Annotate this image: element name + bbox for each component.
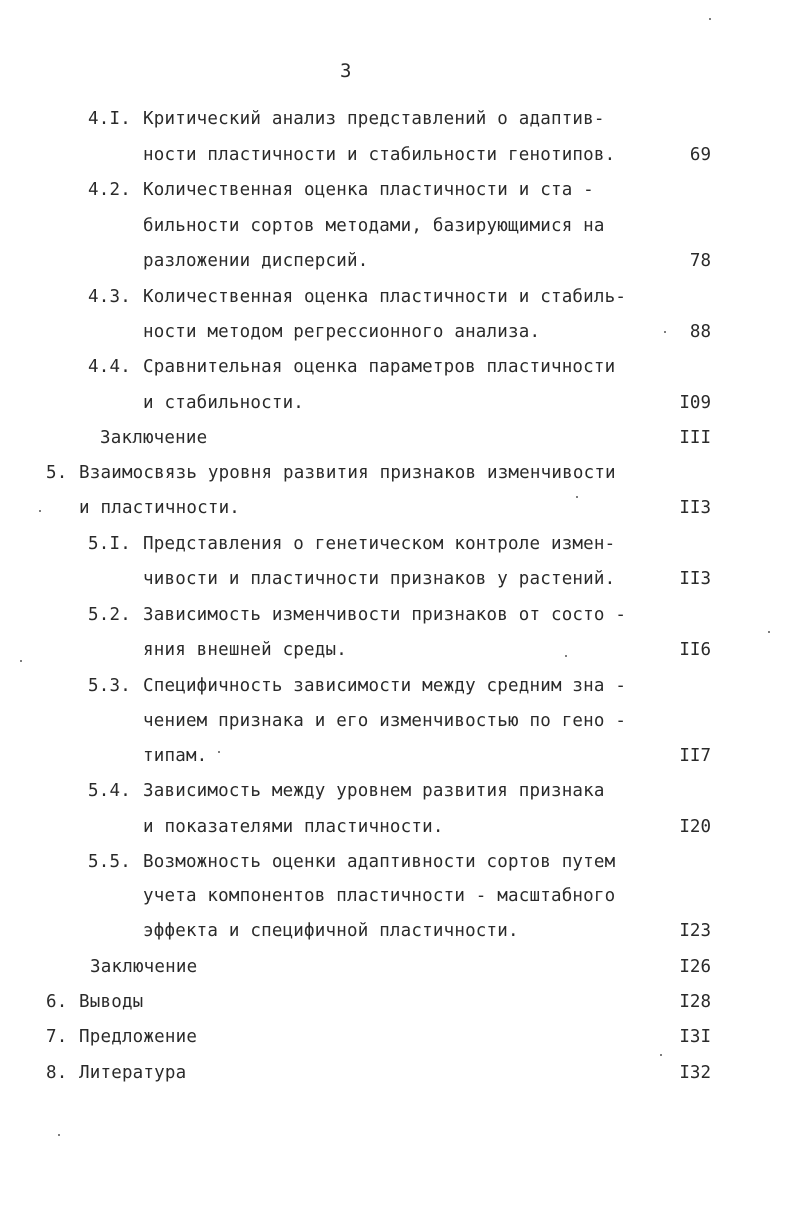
toc-entry-text: и стабильности. — [143, 393, 305, 413]
toc-entry-number: 5. — [46, 463, 68, 483]
toc-page-ref: I28 — [679, 992, 711, 1012]
toc-entry-text: Представления о генетическом контроле измен- — [143, 534, 616, 554]
scan-speck — [39, 510, 41, 512]
toc-page-ref: II3 — [679, 498, 711, 518]
toc-page-ref: 69 — [689, 145, 711, 165]
scan-speck — [664, 331, 666, 333]
toc-entry-number: 4.4. — [88, 357, 131, 377]
toc-entry-text: яния внешней среды. — [143, 640, 347, 660]
scan-speck — [576, 496, 578, 498]
toc-entry-text: Количественная оценка пластичности и ста - — [143, 180, 594, 200]
toc-entry-number: 5.I. — [88, 534, 131, 554]
scan-speck — [768, 631, 770, 633]
toc-page-ref: I26 — [679, 957, 711, 977]
toc-entry-text: Критический анализ представлений о адаптив- — [143, 109, 605, 129]
toc-entry-text: Предложение — [79, 1027, 198, 1047]
toc-entry-text: бильности сортов методами, базирующимися на — [143, 216, 605, 236]
toc-entry-text: Заключение — [100, 428, 208, 448]
toc-entry-text: типам. — [143, 746, 208, 766]
scan-speck — [709, 18, 711, 20]
toc-entry-text: ности методом регрессионного анализа. — [143, 322, 541, 342]
toc-entry-number: 5.2. — [88, 605, 131, 625]
toc-page-ref: I20 — [679, 817, 711, 837]
toc-entry-text: Количественная оценка пластичности и стабиль- — [143, 287, 627, 307]
toc-entry-number: 5.3. — [88, 676, 131, 696]
toc-entry-text: Литература — [79, 1063, 187, 1083]
scan-speck — [660, 1054, 662, 1056]
toc-entry-text: эффекта и специфичной пластичности. — [143, 921, 519, 941]
toc-entry-number: 5.4. — [88, 781, 131, 801]
toc-entry-text: Заключение — [90, 957, 198, 977]
toc-page-ref: III — [679, 428, 711, 448]
toc-entry-text: Взаимосвязь уровня развития признаков изменчивости — [79, 463, 616, 483]
toc-entry-number: 6. — [46, 992, 68, 1012]
toc-page-ref: I09 — [679, 393, 711, 413]
toc-entry-text: чивости и пластичности признаков у растений. — [143, 569, 616, 589]
page-number: 3 — [340, 60, 352, 82]
toc-entry-number: 4.3. — [88, 287, 131, 307]
toc-entry-text: и пластичности. — [79, 498, 241, 518]
toc-entry-text: разложении дисперсий. — [143, 251, 369, 271]
toc-entry-text: учета компонентов пластичности - масштабного — [143, 886, 616, 906]
toc-entry-text: Сравнительная оценка параметров пластичности — [143, 357, 616, 377]
toc-entry-text: Выводы — [79, 992, 144, 1012]
toc-entry-number: 4.I. — [88, 109, 131, 129]
scan-speck — [58, 1134, 60, 1136]
toc-entry-text: Зависимость изменчивости признаков от состо - — [143, 605, 627, 625]
toc-entry-text: Специфичность зависимости между средним зна - — [143, 676, 627, 696]
toc-entry-text: чением признака и его изменчивостью по гено - — [143, 711, 627, 731]
scan-speck — [218, 751, 220, 753]
toc-entry-number: 5.5. — [88, 852, 131, 872]
scan-speck — [565, 655, 567, 657]
toc-entry-text: и показателями пластичности. — [143, 817, 444, 837]
toc-page-ref: II3 — [679, 569, 711, 589]
toc-entry-text: Зависимость между уровнем развития признака — [143, 781, 605, 801]
toc-page-ref: II7 — [679, 746, 711, 766]
toc-page-ref: 78 — [689, 251, 711, 271]
toc-entry-text: Возможность оценки адаптивности сортов путем — [143, 852, 616, 872]
scan-speck — [20, 660, 22, 662]
toc-page-ref: I3I — [679, 1027, 711, 1047]
toc-entry-text: ности пластичности и стабильности генотипов. — [143, 145, 616, 165]
toc-page-ref: I32 — [679, 1063, 711, 1083]
toc-page-ref: 88 — [689, 322, 711, 342]
toc-page-ref: II6 — [679, 640, 711, 660]
toc-entry-number: 7. — [46, 1027, 68, 1047]
toc-entry-number: 4.2. — [88, 180, 131, 200]
toc-entry-number: 8. — [46, 1063, 68, 1083]
toc-page-ref: I23 — [679, 921, 711, 941]
